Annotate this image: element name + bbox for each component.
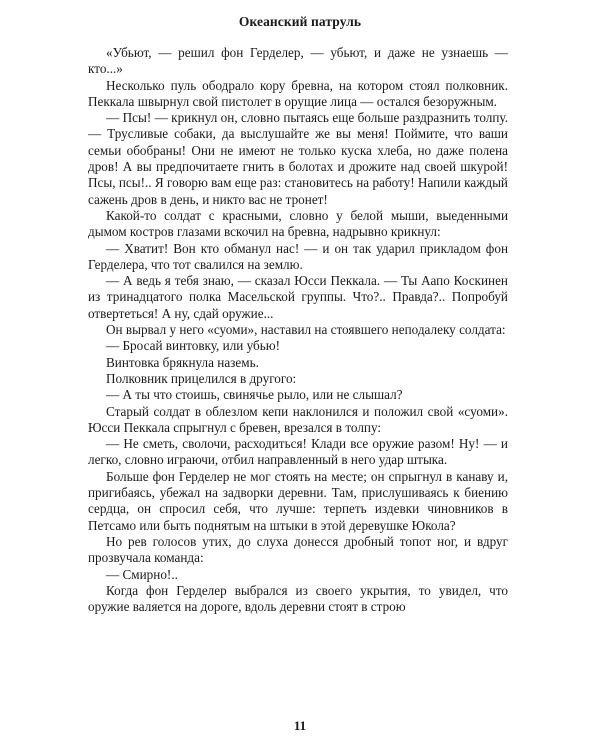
- paragraph: — Хватит! Вон кто обманул нас! — и он так ударил прикладом фон Герделера, что тот свалился на землю.: [88, 240, 508, 272]
- paragraph: Винтовка брякнула наземь.: [106, 354, 259, 370]
- paragraph: — Смирно!..: [106, 566, 178, 582]
- paragraph: «Убьют, — решил фон Герделер, — убьют, и даже не узнаешь — кто...»: [88, 45, 508, 77]
- paragraph: — А ведь я тебя знаю, — сказал Юсси Пеккала. — Ты Аапо Коскинен из тринадцатого полка Масельской группы. Что?.. Правда?.. Попробуй отвертеться! А ну, сдай оружие...: [88, 273, 508, 321]
- paragraph: Старый солдат в облезлом кепи наклонился и положил свой «суоми». Юсси Пеккала спрыгнул с бревен, врезался в толпу:: [88, 403, 508, 435]
- paragraph: — А ты что стоишь, свинячье рыло, или не слышал?: [106, 387, 403, 403]
- paragraph: Несколько пуль ободрало кору бревна, на котором стоял полковник. Пеккала швырнул свой пистолет в орущие лица — остался безоружным.: [88, 77, 508, 109]
- paragraph: — Не сметь, сволочи, расходиться! Клади все оружие разом! Ну! — и легко, словно играючи, отбил направленный в него удар штыка.: [88, 436, 508, 468]
- running-head: Океанский патруль: [238, 14, 362, 29]
- paragraph: Полковник прицелился в другого:: [106, 370, 297, 386]
- body-text: [88, 45, 508, 615]
- paragraph: Какой-то солдат с красными, словно у белой мыши, выеденными дымом костров глазами вскочил на бревна, надрывно крикнул:: [88, 207, 508, 240]
- page-number: 11: [293, 718, 307, 733]
- paragraph: — Псы! — крикнул он, словно пытаясь еще больше раздразнить толпу. — Трусливые собаки, да выслушайте же вы меня! Поймите, что ваши семьи обобраны! Они не имеют не только куска хлеба, но даже полена дров! А вы предпочитаете гнить в болотах и дрожите над своей шкурой! Псы, псы!.. Я говорю вам еще раз: становитесь на работу! Напили каждый сажень дров в день, и никто вас не тронет!: [88, 110, 508, 207]
- paragraph: Он вырвал у него «суоми», наставил на стоявшего неподалеку солдата:: [106, 322, 506, 338]
- paragraph: Больше фон Герделер не мог стоять на месте; он спрыгнул в канаву и, пригибаясь, убежал на задворки деревни. Там, прислушиваясь к биению сердца, он спросил себя, что лучше: терпеть издевки чиновников в Петсамо или быть поднятым на штыки в этой деревушке Юкола?: [88, 468, 508, 533]
- paragraph: Когда фон Герделер выбрался из своего укрытия, то увидел, что оружие валяется на дороге, вдоль деревни стоят в строю: [88, 582, 508, 615]
- paragraph: — Бросай винтовку, или убью!: [106, 338, 281, 354]
- paragraph: Но рев голосов утих, до слуха донесся дробный топот ног, и вдруг прозвучала команда:: [88, 533, 508, 566]
